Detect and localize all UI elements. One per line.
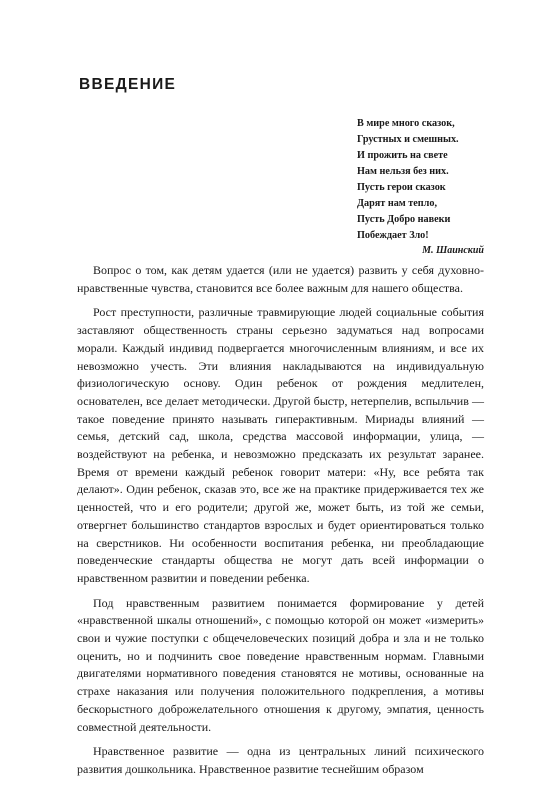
epigraph-line: Дарят нам тепло,	[357, 198, 438, 209]
paragraph: Вопрос о том, как детям удается (или не удается) развить у себя духовно-нравственные чувства, становится все более важным для нашего общества.	[77, 263, 484, 295]
epigraph-line: Нам нельзя без них.	[357, 166, 449, 177]
epigraph-line: В мире много сказок,	[357, 118, 455, 129]
page-heading: ВВЕДЕНИЕ	[79, 76, 177, 93]
body-text	[77, 262, 484, 786]
epigraph-line: Пусть герои сказок	[357, 182, 446, 193]
epigraph-author: М. Шаинский	[422, 245, 484, 256]
paragraph: Нравственное развитие — одна из центральных линий психического развития дошкольника. Нравственное развитие теснейшим образом	[77, 744, 484, 776]
epigraph-line: И прожить на свете	[357, 150, 448, 161]
epigraph-line: Побеждает Зло!	[357, 230, 429, 241]
paragraph: Рост преступности, различные травмирующие людей социальные события заставляют общественность страны серьезно задуматься над вопросами морали. Каждый индивид подвергается многочисленным влияниям, и все их невозможно учесть. Эти влияния накладываются на индивидуальную физиологическую основу. Один ребенок от рождения медлителен, основателен, все делает методически. Другой быстр, нетерпелив, вспыльчив — такое поведение принято называть гиперактивным. Мириады влияний — семья, детский сад, школа, средства массовой информации, улица, — воздействуют на ребенка, и невозможно предсказать их результат заранее. Время от времени каждый ребенок говорит матери: «Ну, все ребята так делают». Один ребенок, сказав это, все же на практике придерживается тех же ценностей, что и его родители; другой же, может быть, из той же семьи, отвергнет большинство стандартов взрослых и будет ориентироваться только на сверстников. Ни особенности воспитания ребенка, ни преобладающие поведенческие стандарты общества не могут дать всей информации о нравственном развитии и поведении ребенка.	[77, 305, 484, 585]
epigraph	[357, 116, 459, 244]
epigraph-line: Пусть Добро навеки	[357, 214, 451, 225]
paragraph: Под нравственным развитием понимается формирование у детей «нравственной шкалы отношений», с помощью которой он может «измерить» свои и чужие поступки с общечеловеческих позиций добра и зла и не только оценить, но и подчинить свое поведение нравственным нормам. Главными двигателями нормативного поведения становятся не мотивы, основанные на страхе наказания или получения положительного подкрепления, а мотивы бескорыстного доброжелательного отношения к другому, эмпатия, ценность совместной деятельности.	[77, 595, 484, 734]
epigraph-line: Грустных и смешных.	[357, 134, 459, 145]
